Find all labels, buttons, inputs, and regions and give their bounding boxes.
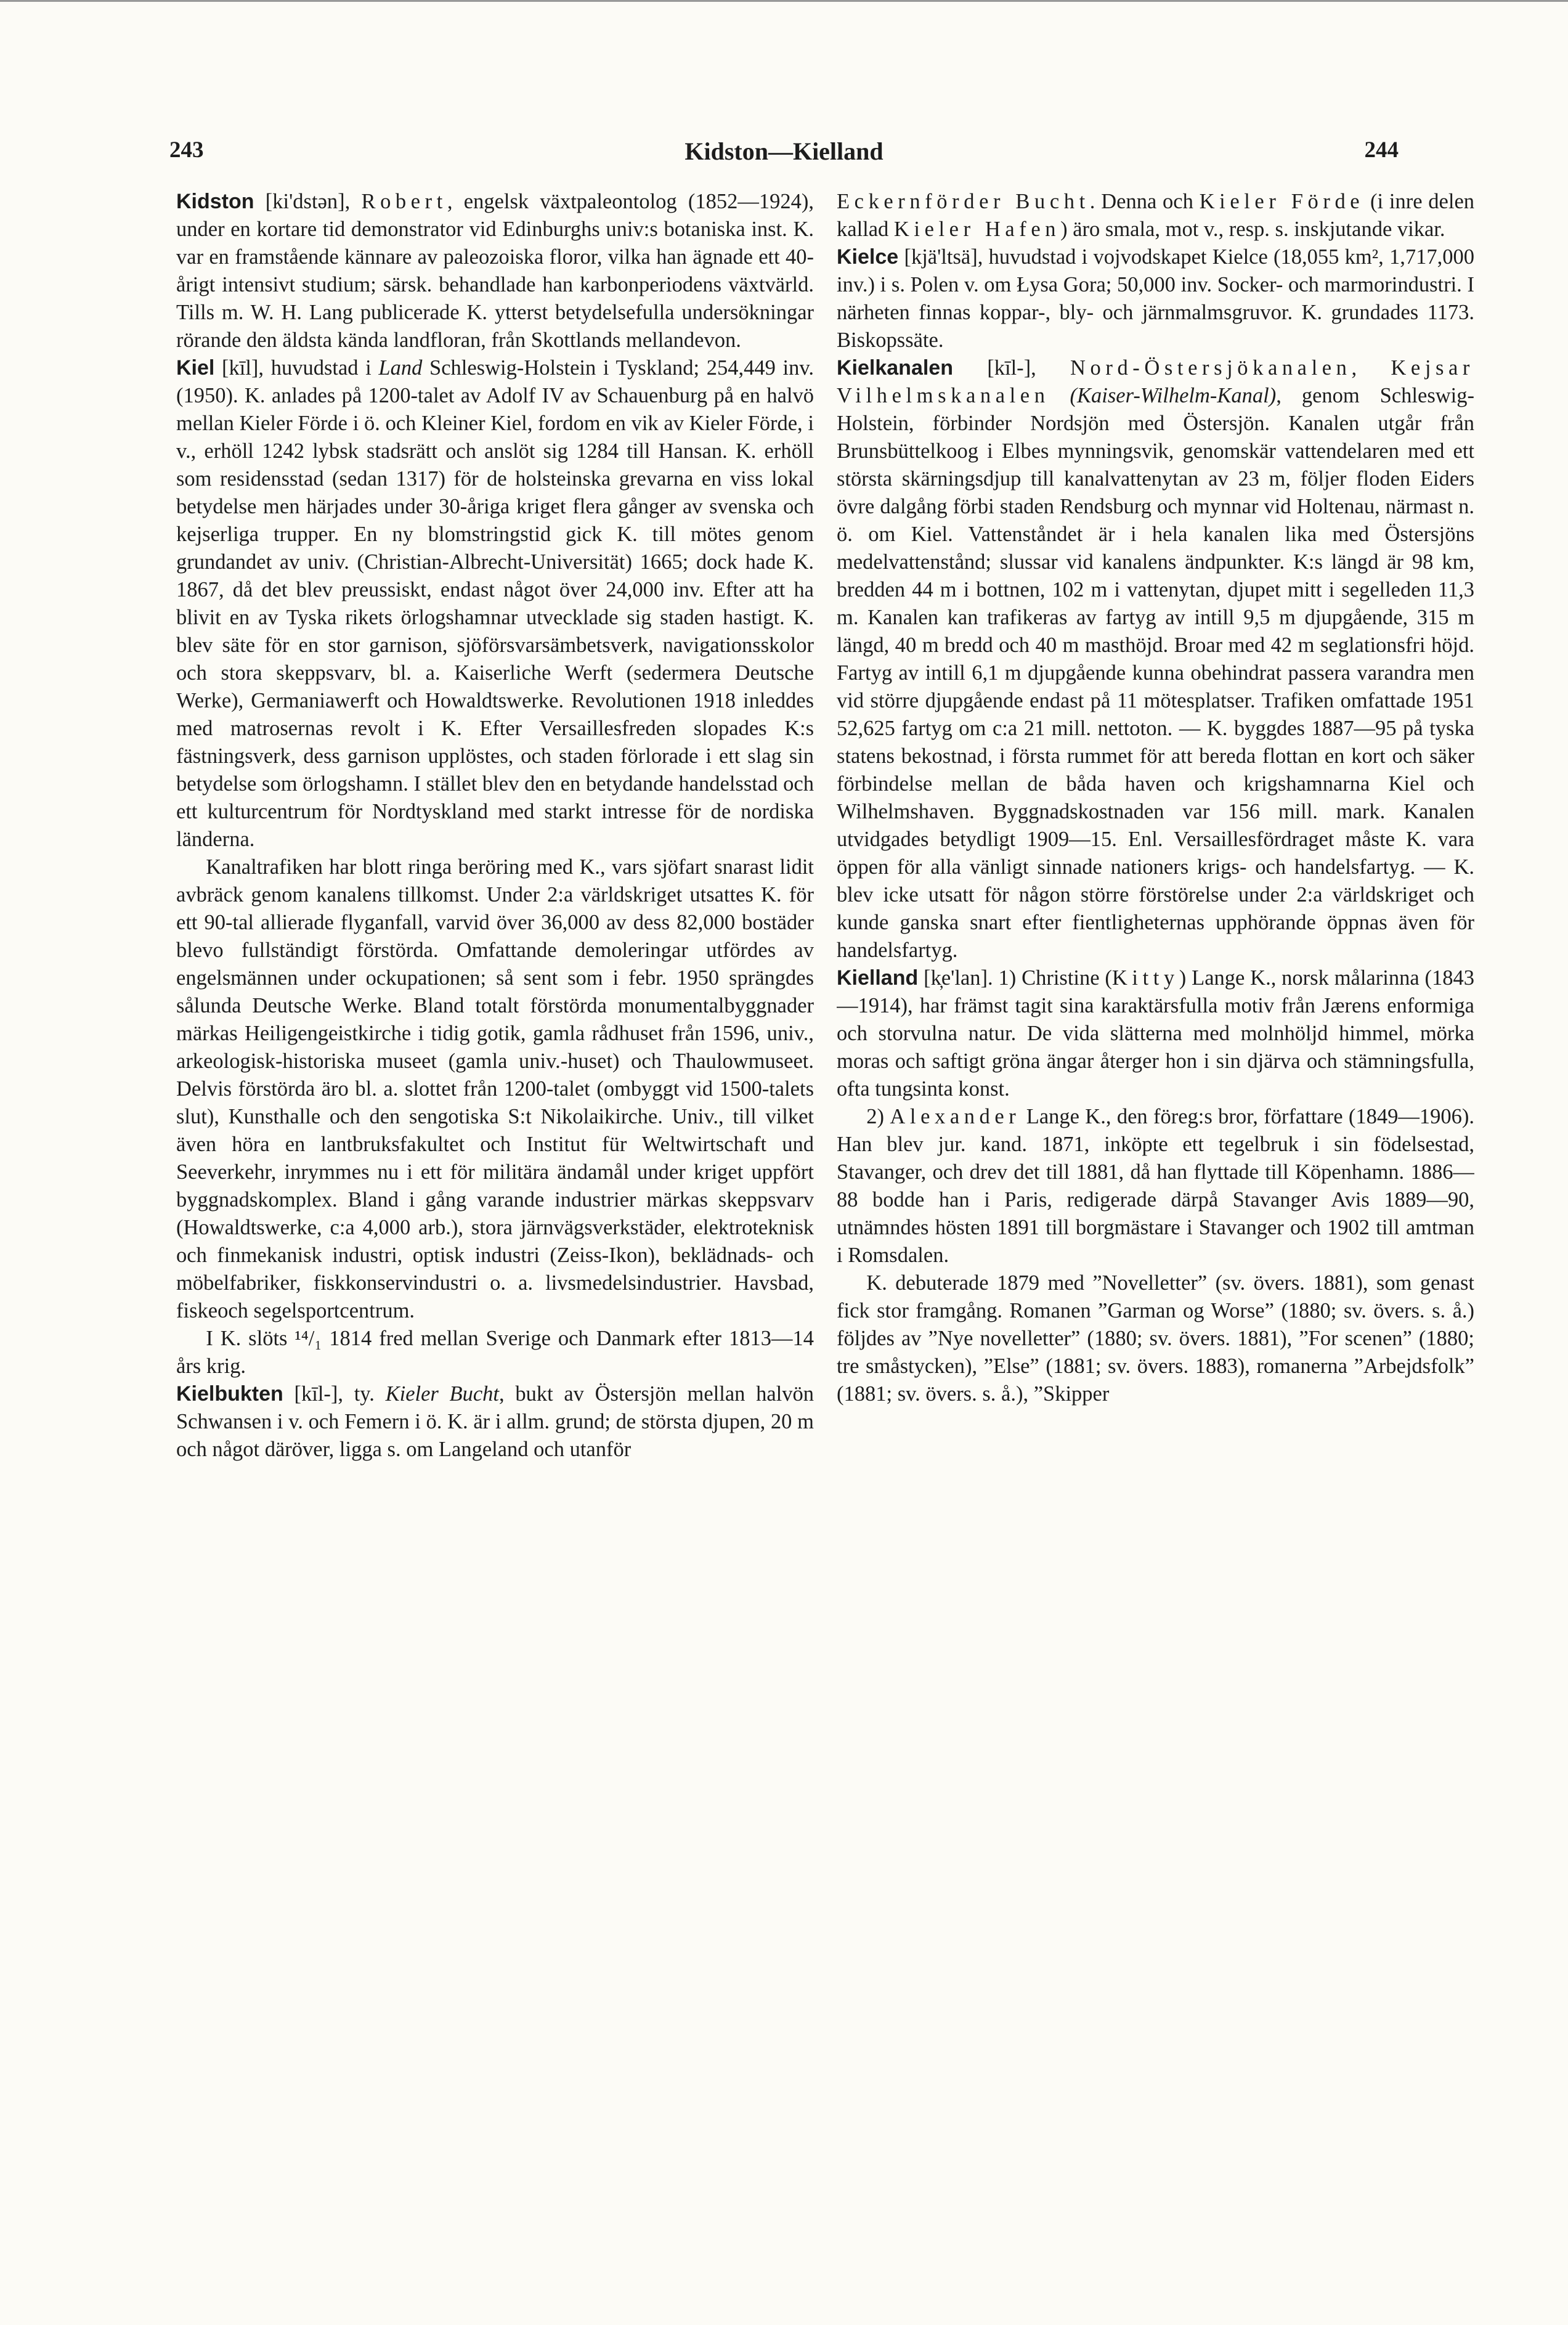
entry-kiel [176,354,814,853]
entry-kielkanalen [837,354,1474,964]
kielkanalen-alt-name-1: Nord-Östersjökanalen [1070,356,1352,380]
headword-kielce: Kielce [837,245,899,269]
kielkanalen-pron: [kīl-], [953,356,1071,380]
kiel-p3-date: ¹⁴/₁ [295,1327,322,1350]
headword-kiel: Kiel [176,356,215,380]
kielland-alexander: Alexander [890,1105,1021,1128]
kielbukten-text-c: (i inre delen kallad [837,190,1474,241]
top-edge-line [0,0,1568,2]
kiel-land: Land [378,356,423,380]
kielbukten-continued [837,188,1474,243]
kielkanalen-sep: , [1351,356,1391,380]
kiel-paragraph-3 [176,1325,814,1380]
kiel-text-1: Schleswig-Holstein i Tyskland; 254,449 inv. (1950). K. anlades på 1200-talet av Adolf IV av Schauenburg på en halvö mellan Kieler Förde i ö. och Kleiner Kiel, fordom en vik av Kieler Förde, i v., erhöll 1242 lybsk stadsrätt och anslöt sig 1284 till Hansan. K. erhöll som residensstad (sedan 1317) för de holsteinska grevarna en viss lokal betydelse men härjades under 30-åriga kriget flera gånger av svenska och kejserliga trupper. En ny blomstringstid gick K. till mötes genom grundandet av univ. (Christian-Albrecht-Universität) 1665; dock hade K. 1867, då det blev preussiskt, endast något över 24,000 inv. Efter att ha blivit en av Tyska rikets örlogshamnar utvecklade sig staden hastigt. K. blev säte för en stor garnison, sjöförsvarsämbetsverk, navigationsskolor och stora skeppsvarv, bl. a. Kaiserliche Werft (sedermera Deutsche Werke), Germaniawerft och Howaldtswerke. Revolutionen 1918 inleddes med matrosernas revolt i K. Efter Versaillesfreden slopades K:s fästningsverk, dess garnison upplöstes, och staden förlorade i ett slag sin betydelse som örlogshamn. I stället blev den en betydande handelsstad och ett kulturcentrum för Nordtyskland med starkt intresse för de nordiska länderna. [176,356,814,851]
kielbukten-kieler-hafen: Kieler Hafen [893,218,1061,241]
page-header [169,137,1399,174]
entry-kielce [837,243,1474,354]
kielbukten-kieler-forde: Kieler Förde [1199,190,1365,213]
kielkanalen-text: , genom Schleswig-Holstein, förbinder Nordsjön med Östersjön. Kanalen utgår från Brunsbüttelkoog i Elbes mynningsvik, genomskär vattendelaren med ett största skärningsdjup till kanalvattenytan av 23 m, följer floden Eiders övre dalgång förbi staden Rendsburg och mynnar vid Holtenau, närmast n. ö. om Kiel. Vattenståndet är i hela kanalen lika med Östersjöns medelvattenstånd; slussar vid kanalens ändpunkter. K:s längd är 98 km, bredden 44 m i bottnen, 102 m i vattenytan, djupet mitt i segelleden 11,3 m. Kanalen kan trafikeras av fartyg av intill 9,5 m djupgående, 315 m längd, 40 m bredd och 40 m masthöjd. Broar med 42 m seglationsfri höjd. Fartyg av intill 6,1 m djupgående kunna obehindrat passera varandra men vid större djupgående endast på 11 mötesplatser. Trafiken omfattade 1951 52,625 fartyg om c:a 21 mill. nettoton. — K. byggdes 1887—95 på tyska statens bekostnad, i första rummet för att bereda flottan en kort och säker förbindelse mellan de båda haven och krigshamnarna Kiel och Wilhelmshaven. Byggnadskostnaden var 156 mill. mark. Kanalen utvidgades betydligt 1909—15. Enl. Versaillesfördraget måste K. vara öppen för alla vänligt sinnade nationers krigs- och handelsfartyg. — K. blev icke utsatt för någon större förstörelse under 2:a världskriget och kunde ganska snart efter fientligheternas upphörande öppnas även för handelsfartyg. [837,384,1474,962]
headword-kidston: Kidston [176,190,254,213]
entry-kidston [176,188,814,354]
kielbukten-eckernforder: Eckernförder Bucht [837,190,1090,213]
entry-kielland [837,964,1474,1103]
kiel-p3-a: I K. slöts [206,1327,295,1350]
kielbukten-text-b: . Denna och [1089,190,1200,213]
kielkanalen-alt-name-2: Kejsar Vilhelmskanalen [837,356,1474,407]
kielce-pron: [kjä'ltsä], [898,245,989,269]
kielland-pron: [k̦e'lan]. 1) Christine ( [918,966,1112,990]
kielland-p2-a: 2) [866,1105,890,1128]
headword-kielkanalen: Kielkanalen [837,356,953,380]
kielland-text-1: ) Lange K., norsk målarinna (1843—1914), har främst tagit sina karaktärsfulla motiv från Jærens enformiga och storvulna natur. De vida slätterna med molnhöljd himmel, mörka moras och saftigt gröna ängar återger hon i sin djärva och stämningsfulla, ofta tungsinta konst. [837,966,1474,1101]
kidston-pron: [ki'dstən], [254,190,362,213]
kielland-kitty: Kitty [1111,966,1179,990]
kielkanalen-german: (Kaiser-Wilhelm-Kanal) [1070,384,1277,407]
kiel-p3-b: 1814 fred mellan Sverige och Danmark efter 1813—14 års krig. [176,1327,814,1378]
column-right [837,188,1474,2172]
kiel-pron: [kīl], huvudstad i [214,356,379,380]
kiel-paragraph-2: Kanaltrafiken har blott ringa beröring med K., vars sjöfart snarast lidit avbräck genom kanalens tillkomst. Under 2:a världskriget utsattes K. för ett 90-tal allierade flyganfall, varvid över 36,000 av dess 82,000 bostäder blevo fullständigt förstörda. Omfattande demoleringar utfördes av engelsmännen under ockupationen; så sent som i febr. 1950 sprängdes sålunda Deutsche Werke. Bland totalt förstörda monumentalbyggnader märkas Heiligengeistkirche i tidig gotik, gamla rådhuset från 1596, univ., arkeologisk-historiska museet (gamla univ.-huset) och Thaulowmuseet. Delvis förstörda äro bl. a. slottet från 1200-talet (ombyggt vid 1500-talets slut), Kunsthalle och den sengotiska S:t Nikolaikirche. Univ., till vilket även höra en lantbruksfakultet och Institut für Weltwirtschaft und Seeverkehr, inrymmes nu i ett för militära ändamål under kriget uppfört byggnadskomplex. Bland i gång varande industrier märkas skeppsvarv (Howaldtswerke, c:a 4,000 arb.), stora järnvägsverkstäder, elektroteknisk och finmekanisk industri, optisk industri (Zeiss-Ikon), beklädnads- och möbelfabriker, fiskkonservindustri o. a. livsmedelsindustrier. Havsbad, fiskeoch segelsportcentrum. [176,855,814,1322]
kidston-given-name: Robert [361,190,447,213]
entry-kielbukten [176,1380,814,1464]
kidston-text: , engelsk växtpaleontolog (1852—1924), under en kortare tid demonstrator vid Edinburghs univ:s botaniska inst. K. var en framstående kännare av paleozoiska floror, vilka han ägnade ett 40-årigt intensivt studium; särsk. behandlade han karbonperiodens växtvärld. Tills m. W. H. Lang publicerade K. ytterst betydelsefulla undersökningar rörande den äldsta kända landfloran, från Skottlands mellandevon. [176,190,814,352]
kielbukten-pron: [kīl-], ty. [283,1382,386,1406]
page-number-right: 244 [1364,137,1399,163]
kielland-p2-b: Lange K., den föreg:s bror, författare (1849—1906). Han blev jur. kand. 1871, inköpte ett tegelbruk i sin födelsestad, Stavanger, och drev det till 1881, då han flyttade till Köpenhamn. 1886—88 bodde han i Paris, redigerade därpå Stavanger Avis 1889—90, utnämndes hösten 1891 till borgmästare i Stavanger och 1902 till amtman i Romsdalen. [837,1105,1474,1267]
kielbukten-text-d: ) äro smala, mot v., resp. s. inskjutande vikar. [1060,218,1445,241]
kielbukten-german: Kieler Bucht [385,1382,500,1406]
headword-kielland: Kielland [837,966,919,990]
kielce-text: huvudstad i vojvodskapet Kielce (18,055 km², 1,717,000 inv.) i s. Polen v. om Łysa Gora; 50,000 inv. Socker- och marmorindustri. I närheten finnas koppar-, bly- och järnmalmsgruvor. K. grundades 1173. Biskopssäte. [837,245,1474,352]
kielbukten-text-a: , bukt av Östersjön mellan halvön Schwansen i v. och Femern i ö. K. är i allm. grund; de största djupen, 20 m och något däröver, ligga s. om Langeland och utanför [176,1382,814,1461]
headword-kielbukten: Kielbukten [176,1382,283,1406]
kielland-paragraph-3: K. debuterade 1879 med ”Novelletter” (sv. övers. 1881), som genast fick stor framgång. Romanen ”Garman og Worse” (1880; sv. övers. s. å.) följdes av ”Nye novelletter” (1880; sv. övers. 1881), ”For scenen” (1880; tre småstycken), ”Else” (1881; sv. övers. 1883), romanerna ”Arbejdsfolk” (1881; sv. övers. s. å.), ”Skipper [837,1271,1474,1406]
running-title: Kidston—Kielland [684,137,884,165]
column-left [176,188,814,2172]
kielland-paragraph-2 [837,1103,1474,1269]
page-number-left: 243 [169,137,204,163]
